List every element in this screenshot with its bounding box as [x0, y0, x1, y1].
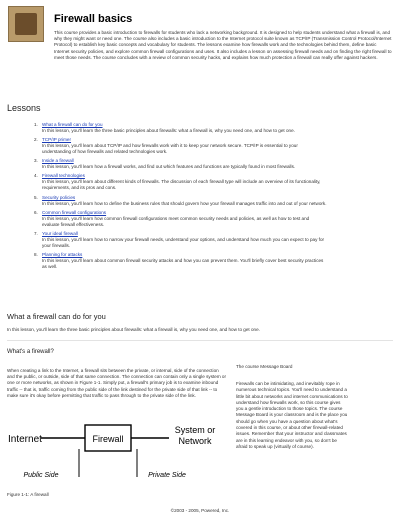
sidebar-text: Firewalls can be intimidating, and inevitably rope in numerous technical topics. You'll need to understand a little bit about networks and internet communications to understand how firewalls work, so this course gives you a gentle introduction to those topics. The course Message Board is your classroom and is the place you should go when you have a question about what's covered in this course, or about other firewall-related issues. Remember that your instructor and classmates are in this learning endeavor with you, so don't be afraid to speak up (virtually of course).	[236, 381, 348, 449]
divider	[7, 340, 393, 341]
list-item	[34, 194, 342, 207]
list-item	[34, 209, 342, 228]
list-item	[34, 173, 342, 191]
body-paragraph: When creating a link to the Internet, a firewall sits between the private, or internal, side of the connection and the public, or outside, side of that same connection. The connection can contain only a single system or one or more networks, as shown in Figure 1-1. Simply put, a firewall's primary job is to examine inbound traffic -- that is, traffic coming from the public side of the link destined for the private side of that link -- to make sure it's okay before permitting that traffic to pass through to the private side of the link.	[7, 368, 227, 398]
lesson-link[interactable]: TCP/IP primer	[42, 137, 72, 143]
lesson-number: 4.	[34, 173, 38, 179]
lesson-description: In this lesson, you'll learn how to define the business rules that should govern how your firewall manages traffic into and out of your network.	[42, 200, 327, 206]
subheading: What's a firewall?	[7, 349, 54, 355]
list-item	[34, 230, 342, 249]
lesson-link[interactable]: Security policies	[42, 194, 76, 200]
sidebar-title: The course Message Board	[236, 364, 293, 369]
lesson-link[interactable]: Your ideal firewall	[42, 230, 78, 236]
lesson-link[interactable]: Firewall technologies	[42, 173, 85, 179]
list-item	[34, 122, 342, 134]
lesson-description: In this lesson, you'll learn about common firewall security attacks and how you can prevent them. You'll briefly cover best security practices as well.	[42, 258, 324, 270]
lesson-number: 1.	[34, 122, 38, 127]
firewall-label: Firewall	[92, 434, 124, 444]
lessons-heading: Lessons	[7, 103, 41, 113]
internet-label: Internet	[8, 434, 42, 445]
lesson-number: 8.	[34, 252, 38, 258]
lesson-number: 3.	[34, 158, 38, 164]
lesson-number: 7.	[34, 230, 38, 236]
course-logo-icon	[8, 6, 44, 42]
lesson-description: In this lesson, you'll learn the three basic principles about firewalls: what a firewall is, why you need one, and how to get one.	[42, 128, 295, 133]
lesson-number: 6.	[34, 209, 38, 215]
lesson-description: In this lesson, you'll learn about different kinds of firewalls. The discussion of each firewall type will include an overview of its functionality, requirements, and its pros and cons.	[42, 179, 321, 191]
figure-caption: Figure 1-1: A firewall	[7, 492, 49, 497]
system-label-line2: Network	[178, 436, 212, 446]
section-intro: In this lesson, you'll learn the three basic principles about firewalls: what a firewall is, why you need one, and how to get one.	[7, 327, 260, 332]
lesson-number: 5.	[34, 194, 38, 200]
lesson-link[interactable]: What a firewall can do for you	[42, 122, 103, 127]
lesson-description: In this lesson, you'll learn how to narrow your firewall needs, understand your options, and understand how much you can expect to pay for your firewalls.	[42, 236, 325, 248]
private-side-label: Private Side	[148, 472, 186, 479]
lesson-list	[34, 122, 342, 273]
lesson-number: 2.	[34, 137, 38, 143]
lesson-link[interactable]: Inside a firewall	[42, 158, 74, 164]
list-item	[34, 137, 342, 155]
lesson-link[interactable]: Planning for attacks	[42, 252, 83, 258]
list-item	[34, 158, 342, 170]
lesson-description: In this lesson, you'll learn how a firewall works, and find out which features and functions are typically found in most firewalls.	[42, 164, 296, 170]
lesson-link[interactable]: Common firewall configurations	[42, 209, 107, 215]
course-title: Firewall basics	[54, 13, 133, 25]
section-heading: What a firewall can do for you	[7, 312, 106, 321]
system-label-line1: System or	[174, 425, 216, 435]
firewall-diagram	[7, 411, 227, 481]
copyright: ©2003 - 2005, Powered, Inc.	[170, 508, 230, 513]
course-description: This course provides a basic introduction to firewalls for students who lack a networking background. It is designed to help students understand what a firewall is, and why they might want or need one. The course also includes a basic introduction to the Internet protocol suite known as TCP/IP (Transmission Control Protocol/Internet Protocol) to establish key basic concepts and vocabulary for students. The lessons examine how firewalls work and the technologies behind them, define basic Internet security policies, and explore common firewall configurations and uses. It also includes a lesson on assessing firewall needs and on finding the right firewall to meet those needs. The course concludes with a review of common security hacks, and explains how much protection a firewall can really offer against hackers.	[54, 30, 392, 60]
lesson-description: In this lesson, you'll learn how common firewall configurations meet common security needs and policies, as well as how to test and evaluate firewall effectiveness.	[42, 215, 310, 227]
public-side-label: Public Side	[23, 472, 59, 479]
list-item	[34, 252, 342, 270]
lesson-description: In this lesson, you'll learn about TCP/IP and how firewalls work with it to keep your network secure. TCP/IP is essential to your understanding of how firewalls and related technologies work.	[42, 143, 298, 155]
